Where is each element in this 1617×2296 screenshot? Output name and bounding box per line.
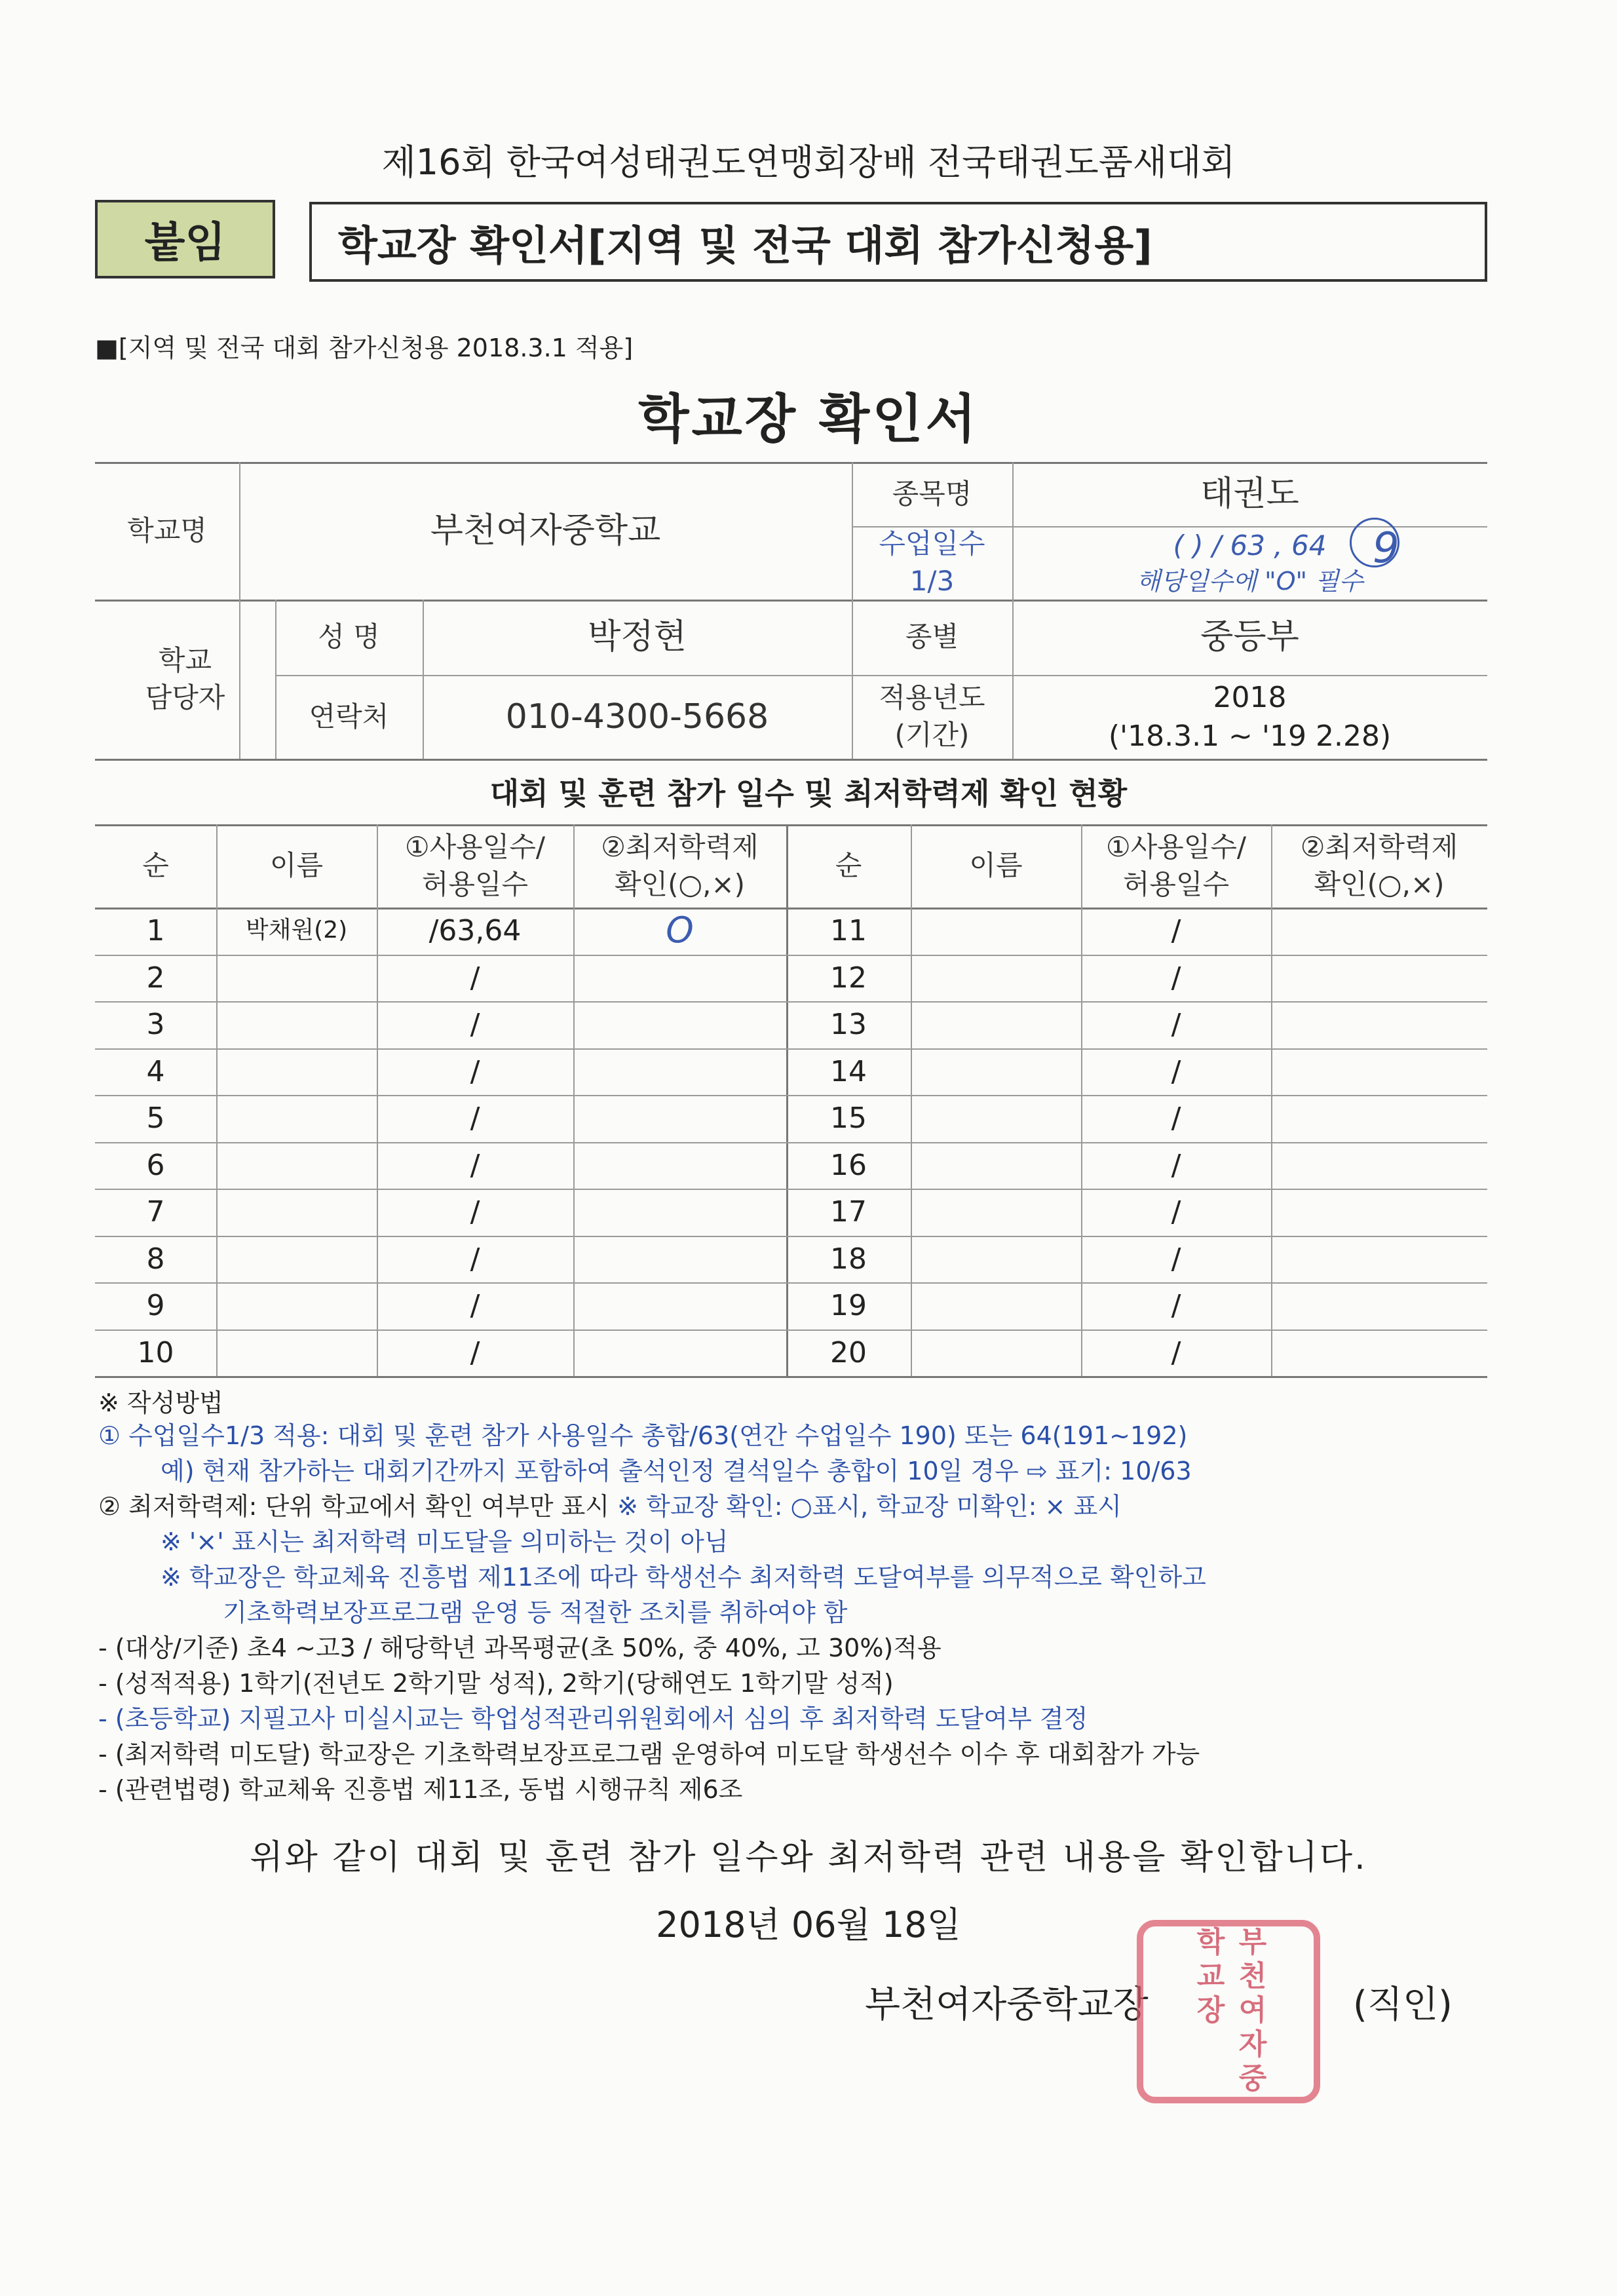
left-row-8-days: /	[470, 1242, 480, 1276]
method-line: - (관련법령) 학교체육 진흥법 제11조, 동법 시행규칙 제6조	[98, 1775, 743, 1804]
right-row-11-check	[1271, 908, 1487, 955]
school-value: 부천여자중학교	[430, 510, 661, 550]
header-no-left: 순	[142, 849, 169, 882]
right-row-19-days: /	[1171, 1289, 1181, 1323]
left-row-3-no: 3	[146, 1008, 165, 1042]
method-line: - (성적적용) 1학기(전년도 2학기말 성적), 2학기(당해연도 1학기말 성적)	[98, 1669, 894, 1698]
left-row-9-days: /	[470, 1289, 480, 1323]
right-row-20-no: 20	[830, 1335, 867, 1369]
left-row-7-check	[573, 1189, 786, 1236]
left-row-7-no: 7	[146, 1195, 165, 1229]
method-line	[98, 1486, 1122, 1522]
official-seal	[1137, 1920, 1320, 2103]
right-row-19-no: 19	[830, 1289, 867, 1323]
method-text: ② 최저학력제: 단위 학교에서 확인 여부만 표시	[98, 1492, 618, 1521]
right-row-18-no: 18	[830, 1242, 867, 1276]
left-row-3-days: /	[470, 1008, 480, 1042]
right-row-18-name	[911, 1236, 1081, 1283]
left-row-10-name	[216, 1330, 377, 1377]
method-line: 기초학력보장프로그램 운영 등 적절한 조치를 취하여야 함	[223, 1598, 848, 1627]
left-row-6-days: /	[470, 1148, 480, 1182]
left-row-2-name	[216, 955, 377, 1002]
left-row-4-days: /	[470, 1054, 480, 1088]
division-value: 중등부	[1200, 617, 1299, 657]
year-label: 적용년도 (기간)	[879, 681, 985, 751]
header-name-left: 이름	[269, 849, 324, 882]
event-label: 종목명	[892, 477, 972, 510]
name-label: 성 명	[318, 621, 380, 653]
left-row-1-no: 1	[146, 914, 165, 948]
right-row-16-no: 16	[830, 1148, 867, 1182]
right-row-19-name	[911, 1282, 1081, 1330]
right-row-12-no: 12	[830, 961, 867, 995]
right-row-12-days: /	[1171, 961, 1181, 995]
left-row-5-name	[216, 1095, 377, 1142]
division-label: 종별	[905, 621, 959, 653]
right-row-19-check	[1271, 1282, 1487, 1330]
method-text: ※ 학교장 확인: ○표시, 학교장 미확인: × 표시	[617, 1492, 1122, 1521]
right-row-16-name	[911, 1142, 1081, 1189]
right-row-14-name	[911, 1048, 1081, 1096]
left-row-7-name	[216, 1189, 377, 1236]
right-row-11-no: 11	[830, 914, 867, 948]
right-row-20-days: /	[1171, 1335, 1181, 1369]
left-row-1-days: /63,64	[428, 914, 522, 948]
left-row-6-check	[573, 1142, 786, 1189]
right-row-14-no: 14	[830, 1054, 867, 1088]
left-row-6-name	[216, 1142, 377, 1189]
method-line: ※ 학교장은 학교체육 진흥법 제11조에 따라 학생선수 최저학력 도달여부를 의무적으로 확인하고	[161, 1563, 1206, 1592]
right-row-20-check	[1271, 1330, 1487, 1377]
left-row-9-no: 9	[146, 1289, 165, 1323]
event-value: 태권도	[1200, 474, 1299, 514]
left-row-10-check	[573, 1330, 786, 1377]
right-row-13-check	[1271, 1001, 1487, 1048]
right-row-20-name	[911, 1330, 1081, 1377]
school-label: 학교명	[127, 514, 207, 546]
right-row-15-check	[1271, 1095, 1487, 1142]
header-days-left: ①사용일수/ 허용일수	[404, 830, 546, 900]
participation-title: 대회 및 훈련 참가 일수 및 최저학력제 확인 현황	[489, 776, 1128, 811]
left-row-2-days: /	[470, 961, 480, 995]
header-no-right: 순	[835, 849, 862, 882]
left-row-3-name	[216, 1001, 377, 1048]
left-row-2-no: 2	[146, 961, 165, 995]
right-row-16-check	[1271, 1142, 1487, 1189]
seal-label: (직인)	[1353, 1983, 1453, 2026]
left-row-9-check	[573, 1282, 786, 1330]
school-days-value: ( ) / 63 , 64 해당일수에 "O" 필수	[1136, 529, 1363, 596]
left-row-3-check	[573, 1001, 786, 1048]
right-row-17-days: /	[1171, 1195, 1181, 1229]
header-min-right: ②최저학력제 확인(○,×)	[1300, 830, 1458, 900]
confirm-date: 2018년 06월 18일	[656, 1904, 961, 1945]
form-title: 학교장 확인서	[638, 389, 979, 450]
left-row-4-check	[573, 1048, 786, 1096]
name-value: 박정현	[588, 617, 687, 657]
method-line: ※ '×' 표시는 최저학력 미도달을 의미하는 것이 아님	[161, 1527, 729, 1556]
header-min-left: ②최저학력제 확인(○,×)	[601, 830, 759, 900]
left-row-4-name	[216, 1048, 377, 1096]
phone-label: 연락처	[309, 700, 389, 733]
contact-label: 학교 담당자	[145, 643, 225, 714]
method-line: - (대상/기준) 초4 ~고3 / 해당학년 과목평균(초 50%, 중 40%, 고 30%)적용	[98, 1634, 942, 1662]
left-row-8-check	[573, 1236, 786, 1283]
left-row-5-check	[573, 1095, 786, 1142]
principal-name: 부천여자중학교장	[865, 1983, 1149, 2026]
method-line: ① 수업일수1/3 적용: 대회 및 훈련 참가 사용일수 총합/63(연간 수업일수 190) 또는 64(191~192)	[98, 1421, 1188, 1450]
year-value: 2018 ('18.3.1 ~ '19 2.28)	[1108, 680, 1392, 753]
right-row-11-name	[911, 908, 1081, 955]
left-row-10-days: /	[470, 1335, 480, 1369]
handwritten-mark: 9	[1373, 524, 1399, 573]
left-row-1-name: 박채원(2)	[245, 917, 348, 944]
right-row-14-days: /	[1171, 1054, 1181, 1088]
method-heading: ※ 작성방법	[98, 1388, 223, 1417]
phone-value: 010-4300-5668	[505, 697, 769, 737]
left-row-4-no: 4	[146, 1054, 165, 1088]
right-row-13-days: /	[1171, 1008, 1181, 1042]
left-row-8-name	[216, 1236, 377, 1283]
method-line: - (초등학교) 지필고사 미실시교는 학업성적관리위원회에서 심의 후 최저학력 도달여부 결정	[98, 1704, 1088, 1733]
right-row-15-name	[911, 1095, 1081, 1142]
document-heading: 학교장 확인서[지역 및 전국 대회 참가신청용]	[309, 202, 1487, 282]
right-row-18-check	[1271, 1236, 1487, 1283]
right-row-17-name	[911, 1189, 1081, 1236]
header-name-right: 이름	[969, 849, 1023, 882]
left-row-1-check: O	[666, 909, 694, 951]
left-row-8-no: 8	[146, 1242, 165, 1276]
right-row-12-name	[911, 955, 1081, 1002]
seal-text: 부천여자중학교장	[1191, 1926, 1266, 2097]
left-row-6-no: 6	[146, 1148, 165, 1182]
event-title: 제16회 한국여성태권도연맹회장배 전국태권도품새대회	[381, 142, 1236, 183]
left-row-5-no: 5	[146, 1101, 165, 1136]
attachment-tag: 붙임	[95, 200, 275, 278]
right-row-17-check	[1271, 1189, 1487, 1236]
header-days-right: ①사용일수/ 허용일수	[1105, 830, 1247, 900]
right-row-13-name	[911, 1001, 1081, 1048]
right-row-11-days: /	[1171, 914, 1181, 948]
left-row-5-days: /	[470, 1101, 480, 1136]
left-row-10-no: 10	[137, 1335, 174, 1369]
confirm-statement: 위와 같이 대회 및 훈련 참가 일수와 최저학력 관련 내용을 확인합니다.	[250, 1838, 1367, 1877]
left-row-2-check	[573, 955, 786, 1002]
method-line: 예) 현재 참가하는 대회기간까지 포함하여 출석인정 결석일수 총합이 10일 경우 ⇨ 표기: 10/63	[161, 1457, 1192, 1485]
left-row-9-name	[216, 1282, 377, 1330]
right-row-16-days: /	[1171, 1148, 1181, 1182]
left-row-7-days: /	[470, 1195, 480, 1229]
application-note: ■[지역 및 전국 대회 참가신청용 2018.3.1 적용]	[95, 334, 634, 362]
right-row-15-days: /	[1171, 1101, 1181, 1136]
right-row-14-check	[1271, 1048, 1487, 1096]
right-row-12-check	[1271, 955, 1487, 1002]
method-line: - (최저학력 미도달) 학교장은 기초학력보장프로그램 운영하여 미도달 학생선수 이수 후 대회참가 가능	[98, 1740, 1200, 1769]
right-row-13-no: 13	[830, 1008, 867, 1042]
right-row-17-no: 17	[830, 1195, 867, 1229]
right-row-15-no: 15	[830, 1101, 867, 1136]
school-days-label: 수업일수 1/3	[879, 527, 985, 597]
right-row-18-days: /	[1171, 1242, 1181, 1276]
